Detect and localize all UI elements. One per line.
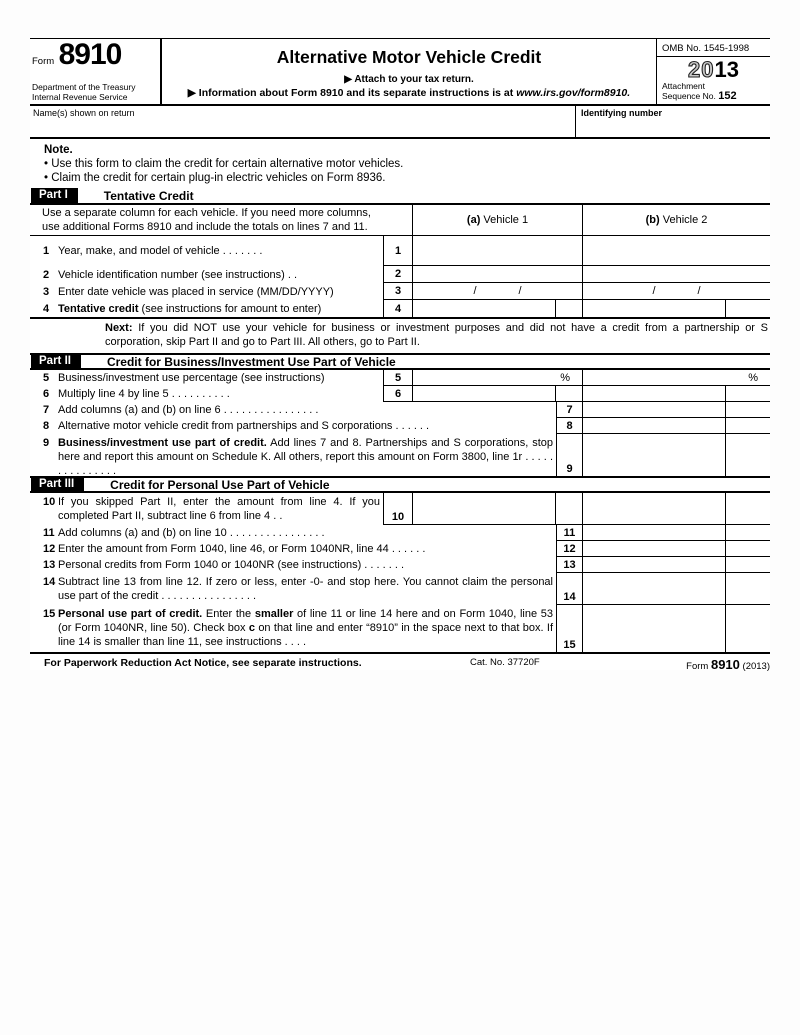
line-3-label: Enter date vehicle was placed in service (MM/DD/YYYY)	[58, 285, 334, 298]
line-8-label: Alternative motor vehicle credit from partnerships and S corporations . . . . . .	[58, 420, 430, 432]
taxpayer-row	[30, 106, 770, 139]
line-7-number: 7	[43, 404, 50, 416]
form-word: Form	[32, 56, 55, 67]
tax-year	[657, 57, 770, 81]
line-15-number: 15	[43, 608, 56, 620]
line-7-cents-field[interactable]	[725, 402, 770, 418]
line-14-row	[30, 573, 770, 605]
line-14-amount-field[interactable]	[583, 573, 725, 605]
line-5-box-number: 5	[383, 370, 413, 386]
line-4-label: Tentative credit (see instructions for amount to enter)	[58, 302, 322, 315]
line-6-vehicle2-cents-field[interactable]	[725, 386, 770, 401]
year-solid: 13	[714, 57, 739, 82]
line-1-label: Year, make, and model of vehicle . . . . . . .	[58, 245, 263, 257]
line-7-label: Add columns (a) and (b) on line 6 . . . . . . . . . . . . . . . .	[58, 404, 319, 416]
line-10-row	[30, 493, 770, 525]
note-block	[30, 139, 770, 188]
line-12-label: Enter the amount from Form 1040, line 46, or Form 1040NR, line 44 . . . . . .	[58, 543, 426, 555]
line-6-vehicle2-field[interactable]	[583, 386, 725, 401]
line-14-cents-field[interactable]	[725, 573, 770, 605]
line-11-label: Add columns (a) and (b) on line 10 . . . . . . . . . . . . . . . .	[58, 527, 325, 539]
part1-label: Part I	[31, 188, 78, 203]
line-15-amount-field[interactable]	[583, 605, 725, 652]
line-13-cents-field[interactable]	[725, 557, 770, 573]
line-11-row	[30, 525, 770, 541]
line-9-box-number: 9	[566, 462, 573, 475]
line-3-vehicle1-date-field[interactable]	[413, 283, 583, 300]
part2-bar	[30, 353, 770, 370]
line-7-box-number: 7	[556, 402, 583, 418]
line-14-box-number: 14	[563, 590, 576, 603]
date-slash: /	[518, 285, 522, 297]
form-number: 8910	[58, 38, 122, 71]
line-4-vehicle1-cents-field[interactable]	[555, 300, 582, 317]
line-9-number: 9	[43, 437, 50, 449]
note-bullet-1: • Use this form to claim the credit for certain alternative motor vehicles.	[44, 158, 404, 170]
line-10-vehicle2-cents-field[interactable]	[725, 493, 770, 524]
line-4-row	[30, 300, 770, 317]
form-title: Alternative Motor Vehicle Credit	[276, 47, 542, 67]
note-bullet-2: • Claim the credit for certain plug-in electric vehicles on Form 8936.	[44, 172, 386, 184]
line-9-label: Business/investment use part of credit. Add lines 7 and 8. Partnerships and S corporations, stop here and report this amount on Schedule K. All others, report this amount on Form 3800, line 1r . . . . . . . . . . . . . . .	[58, 437, 554, 477]
info-instruction: ▶ Information about Form 8910 and its separate instructions is at	[187, 87, 517, 99]
part3-bar	[30, 476, 770, 493]
line-3-vehicle2-date-field[interactable]	[583, 283, 770, 300]
line-6-vehicle1-cents-field[interactable]	[555, 386, 582, 401]
dept-line2: Internal Revenue Service	[32, 92, 128, 102]
line-12-box-number: 12	[556, 541, 583, 557]
sequence-number: 152	[718, 89, 737, 102]
line-4-vehicle1-field[interactable]	[413, 300, 555, 317]
part1-title: Tentative Credit	[103, 188, 194, 203]
line-1-vehicle2-field[interactable]	[583, 236, 770, 266]
part2-title: Credit for Business/Investment Use Part of Vehicle	[106, 354, 396, 369]
line-13-number: 13	[43, 559, 56, 571]
attach-instruction: ▶ Attach to your tax return.	[344, 74, 474, 85]
form-footer	[30, 652, 770, 670]
date-slash: /	[652, 285, 656, 297]
line-10-vehicle1-cents-field[interactable]	[555, 493, 582, 524]
line-13-label: Personal credits from Form 1040 or 1040NR (see instructions) . . . . . . .	[58, 559, 405, 571]
line-14-label: Subtract line 13 from line 12. If zero or less, enter -0- and stop here. You cannot claim the personal use part of the credit . . . . . . . . . . . . . . . .	[58, 576, 553, 602]
line-8-cents-field[interactable]	[725, 418, 770, 434]
part3-label: Part III	[31, 477, 84, 492]
line-9-row	[30, 434, 770, 476]
dept-line1: Department of the Treasury	[32, 82, 136, 92]
line-13-amount-field[interactable]	[583, 557, 725, 573]
line-9-cents-field[interactable]	[725, 434, 770, 476]
line-6-row	[30, 386, 770, 402]
line-1-vehicle1-field[interactable]	[413, 236, 583, 266]
form-number-block	[30, 39, 160, 104]
vehicle1-column-header: (a) Vehicle 1	[413, 205, 583, 236]
line-12-amount-field[interactable]	[583, 541, 725, 557]
info-url: www.irs.gov/form8910.	[516, 87, 631, 99]
form-header	[30, 38, 770, 106]
paperwork-notice: For Paperwork Reduction Act Notice, see separate instructions.	[44, 657, 362, 669]
line-1-box-number: 1	[383, 236, 413, 266]
line-6-number: 6	[43, 388, 50, 400]
year-outline: 20	[688, 57, 715, 82]
line-5-label: Business/investment use percentage (see instructions)	[58, 372, 325, 384]
line-1-number: 1	[43, 245, 50, 257]
line-11-number: 11	[43, 527, 55, 539]
line-15-row	[30, 605, 770, 652]
sequence-word: Sequence No.	[662, 90, 716, 101]
line-11-cents-field[interactable]	[725, 525, 770, 541]
line-12-row	[30, 541, 770, 557]
line-5-vehicle2-field[interactable]	[583, 370, 770, 386]
name-field[interactable]	[30, 106, 575, 137]
omb-number: OMB No. 1545-1998	[657, 39, 770, 57]
title-block	[160, 39, 657, 104]
line-5-number: 5	[43, 372, 50, 384]
attachment-word: Attachment	[662, 81, 705, 91]
footer-form-id: Form 8910 (2013)	[686, 657, 770, 672]
line-7-row	[30, 402, 770, 418]
line-4-number: 4	[43, 302, 50, 315]
line-2-row	[30, 266, 770, 283]
line-4-box-number: 4	[383, 300, 413, 317]
line-9-amount-field[interactable]	[583, 434, 725, 476]
line-5-vehicle1-field[interactable]	[413, 370, 583, 386]
part1-bar	[30, 188, 770, 205]
omb-block	[657, 39, 770, 104]
line-11-amount-field[interactable]	[583, 525, 725, 541]
line-10-number: 10	[43, 496, 56, 508]
line-3-row	[30, 283, 770, 300]
line-3-box-number: 3	[383, 283, 413, 300]
part2-label: Part II	[31, 354, 81, 369]
line-8-amount-field[interactable]	[583, 418, 725, 434]
line-2-box-number: 2	[383, 266, 413, 283]
identifying-number-label: Identifying number	[581, 108, 662, 118]
identifying-number-field[interactable]	[575, 106, 770, 137]
vehicle2-column-header: (b) Vehicle 2	[583, 205, 770, 236]
line-15-box-number: 15	[563, 638, 576, 651]
name-label: Name(s) shown on return	[33, 108, 135, 118]
line-12-cents-field[interactable]	[725, 541, 770, 557]
line-15-cents-field[interactable]	[725, 605, 770, 652]
line-2-number: 2	[43, 268, 50, 281]
line-2-vehicle1-field[interactable]	[413, 266, 583, 283]
line-11-box-number: 11	[556, 525, 583, 541]
line-3-number: 3	[43, 285, 50, 298]
line-10-label: If you skipped Part II, enter the amount from line 4. If you completed Part II, subtract line 6 from line 4 . .	[58, 496, 380, 522]
line-13-box-number: 13	[556, 557, 583, 573]
line-10-vehicle2-field[interactable]	[583, 493, 725, 524]
percent-sign: %	[748, 371, 758, 384]
line-1-row	[30, 236, 770, 266]
note-title: Note.	[44, 144, 73, 156]
column-instructions: Use a separate column for each vehicle. If you need more columns, use additional Forms 8910 and include the totals on lines 7 and 11.	[30, 205, 413, 236]
line-4-vehicle2-cents-field[interactable]	[725, 300, 770, 317]
line-2-label: Vehicle identification number (see instructions) . .	[58, 268, 298, 281]
line-6-vehicle1-field[interactable]	[413, 386, 555, 401]
next-instruction: Next: If you did NOT use your vehicle for business or investment purposes and did not have a credit from a partnership or S corporation, skip Part II and go to Part III. All others, go to Part II.	[30, 317, 770, 353]
percent-sign: %	[560, 371, 570, 384]
date-slash: /	[473, 285, 477, 297]
line-8-box-number: 8	[556, 418, 583, 434]
line-12-number: 12	[43, 543, 56, 555]
line-6-label: Multiply line 4 by line 5 . . . . . . . . . .	[58, 388, 230, 400]
line-8-row	[30, 418, 770, 434]
vehicle-columns-header	[30, 205, 770, 236]
line-14-number: 14	[43, 576, 56, 588]
line-5-row	[30, 370, 770, 386]
line-6-box-number: 6	[383, 386, 413, 402]
line-7-amount-field[interactable]	[583, 402, 725, 418]
line-13-row	[30, 557, 770, 573]
date-slash: /	[697, 285, 701, 297]
line-10-box-number: 10	[391, 510, 405, 523]
line-8-number: 8	[43, 420, 50, 432]
catalog-number: Cat. No. 37720F	[470, 657, 540, 668]
line-2-vehicle2-field[interactable]	[583, 266, 770, 283]
part3-title: Credit for Personal Use Part of Vehicle	[110, 477, 330, 492]
form-8910	[30, 38, 770, 670]
line-10-vehicle1-field[interactable]	[413, 493, 555, 524]
line-4-vehicle2-field[interactable]	[583, 300, 725, 317]
line-15-label: Personal use part of credit. Enter the smaller of line 11 or line 14 here and on Form 1040, line 53 (or Form 1040NR, line 50). Check box c on that line and enter “8910” in the space next to that box. If line 14 is smaller than line 11, see instructions . . . .	[58, 608, 553, 648]
